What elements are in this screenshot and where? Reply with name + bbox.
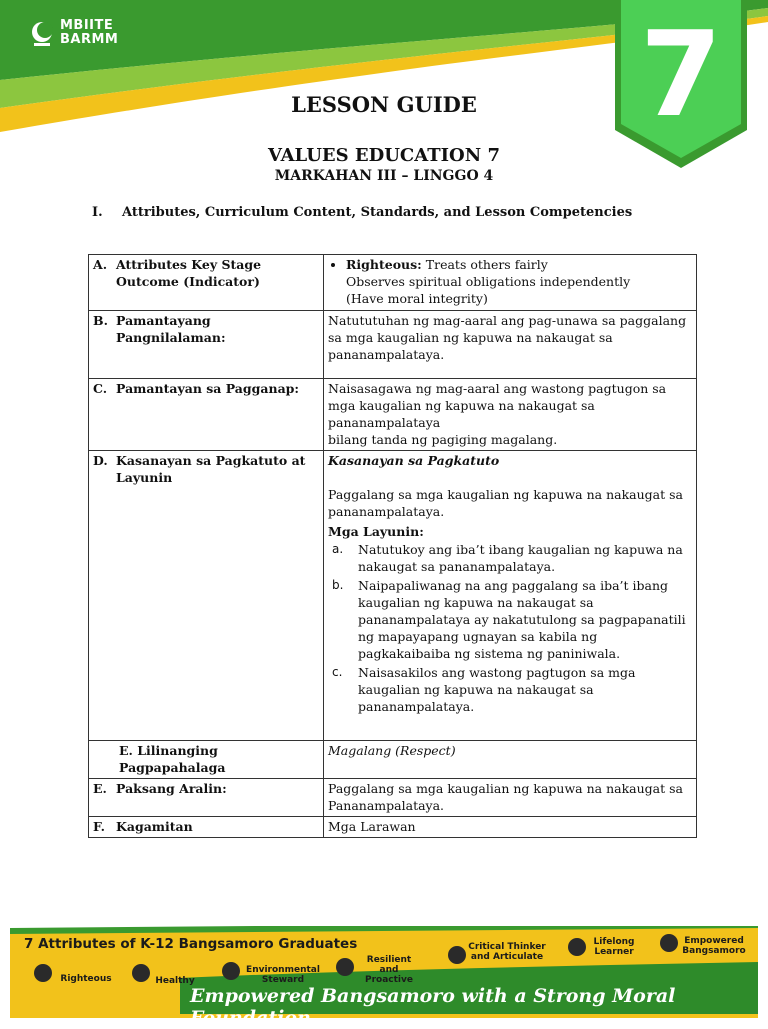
row-label-text: Pamantayang Pangnilalaman: <box>116 313 226 345</box>
righteous-label: Righteous: <box>346 257 422 272</box>
footer-slogan: Empowered Bangsamoro with a Strong Moral Foundation <box>190 985 676 1029</box>
list-item <box>332 541 692 575</box>
table-row <box>89 311 697 379</box>
objective-text: Naipapaliwanag na ang paggalang sa iba’t ibang kaugalian ng kapuwa na nakaugat sa pananampalataya ay nakatutulong sa pagpapanatili ng mapayapang ugnayan sa kabila ng pagkakaibaiba ng sistema ng paniniwala. <box>358 578 686 661</box>
row-content: Mga Larawan <box>324 817 697 838</box>
logo-line-2: BARMM <box>60 32 119 47</box>
row-content <box>324 379 697 451</box>
row-letter: D. <box>93 453 108 468</box>
list-item <box>346 256 692 307</box>
row-content <box>324 255 697 311</box>
objective-text: Natutukoy ang iba’t ibang kaugalian ng kapuwa na nakaugat sa pananampalataya. <box>358 542 683 574</box>
righteous-text-3: (Have moral integrity) <box>346 291 488 306</box>
attribute-environmental-steward: Environmental Steward <box>246 965 320 985</box>
page-title: LESSON GUIDE <box>291 92 477 117</box>
row-label-text: Paksang Aralin: <box>116 781 227 796</box>
reader-icon <box>568 938 586 956</box>
section-number: I. <box>92 205 103 220</box>
section-heading <box>92 204 676 221</box>
stairs-icon <box>336 958 354 976</box>
objective-marker: a. <box>332 542 344 556</box>
row-letter: B. <box>93 313 108 328</box>
row-label <box>89 779 324 817</box>
row-content: Natututuhan ng mag-aaral ang pag-unawa sa paggalang sa mga kaugalian ng kapuwa na nakaugat sa pananampalataya. <box>324 311 697 379</box>
objective-text: Naisasakilos ang wastong pagtugon sa mga kaugalian ng kapuwa na nakaugat sa pananampalataya. <box>358 665 636 714</box>
plant-icon <box>222 962 240 980</box>
table-row <box>89 817 697 838</box>
list-item <box>332 664 692 715</box>
row-label <box>89 379 324 451</box>
row-label-text: Kagamitan <box>116 819 193 834</box>
content-text: bilang tanda ng pagiging magalang. <box>328 432 558 447</box>
row-letter: F. <box>93 819 105 834</box>
crescent-logo-icon <box>30 18 54 48</box>
strength-icon <box>132 964 150 982</box>
row-label <box>89 311 324 379</box>
raised-fist-icon <box>660 934 678 952</box>
row-label-text: Pamantayan sa Pagganap: <box>116 381 300 396</box>
logo-line-1: MBIIТE <box>60 18 114 33</box>
table-row <box>89 741 697 779</box>
subject-title: VALUES EDUCATION 7 <box>268 145 500 166</box>
righteous-text-1: Treats others fairly <box>425 257 548 272</box>
row-letter: E. <box>93 781 107 796</box>
row-letter: C. <box>93 381 108 396</box>
list-item <box>332 577 692 662</box>
attribute-lifelong-learner: Lifelong Learner <box>593 937 635 957</box>
attribute-resilient-proactive: Resilient and Proactive <box>365 955 413 985</box>
row-label <box>89 255 324 311</box>
row-label-text: Kasanayan sa Pagkatuto at Layunin <box>116 453 306 485</box>
table-row <box>89 451 697 741</box>
objective-marker: c. <box>332 665 343 679</box>
competency-text: Paggalang sa mga kaugalian ng kapuwa na nakaugat sa pananampalataya. <box>328 487 683 519</box>
row-label <box>89 817 324 838</box>
table-row <box>89 779 697 817</box>
row-content: Paggalang sa mga kaugalian ng kapuwa na nakaugat sa Pananampalataya. <box>324 779 697 817</box>
section-text: Attributes, Curriculum Content, Standards, and Lesson Competencies <box>122 205 633 220</box>
objectives-label: Mga Layunin: <box>328 524 424 539</box>
attribute-empowered-bangsamoro: Empowered Bangsamoro <box>682 936 746 956</box>
attribute-critical-thinker: Critical Thinker and Articulate <box>468 942 546 962</box>
brain-icon <box>448 946 466 964</box>
lesson-table <box>88 254 697 838</box>
content-text: Naisasagawa ng mag-aaral ang wastong pagtugon sa mga kaugalian ng kapuwa na nakaugat sa pananampalataya <box>328 381 667 430</box>
row-content: Magalang (Respect) <box>324 741 697 779</box>
table-row <box>89 255 697 311</box>
mbhte-logo <box>30 18 118 48</box>
row-content <box>324 451 697 741</box>
attribute-healthy: Healthy <box>155 976 195 986</box>
row-label: E. Lilinanging Pagpapahalaga <box>89 741 324 779</box>
attribute-righteous: Righteous <box>60 974 112 984</box>
row-label-text: Attributes Key Stage Outcome (Indicator) <box>116 257 262 289</box>
objectives-list <box>328 541 692 715</box>
competency-heading: Kasanayan sa Pagkatuto <box>328 453 500 468</box>
grade-number: 7 <box>639 5 723 143</box>
table-row <box>89 379 697 451</box>
quarter-week: MARKAHAN III – LINGGO 4 <box>274 168 494 184</box>
row-letter: A. <box>93 257 108 272</box>
footer-title: 7 Attributes of K-12 Bangsamoro Graduates <box>24 936 358 952</box>
row-label <box>89 451 324 741</box>
scales-icon <box>34 964 52 982</box>
objective-marker: b. <box>332 578 344 592</box>
righteous-text-2: Observes spiritual obligations independently <box>346 274 631 289</box>
